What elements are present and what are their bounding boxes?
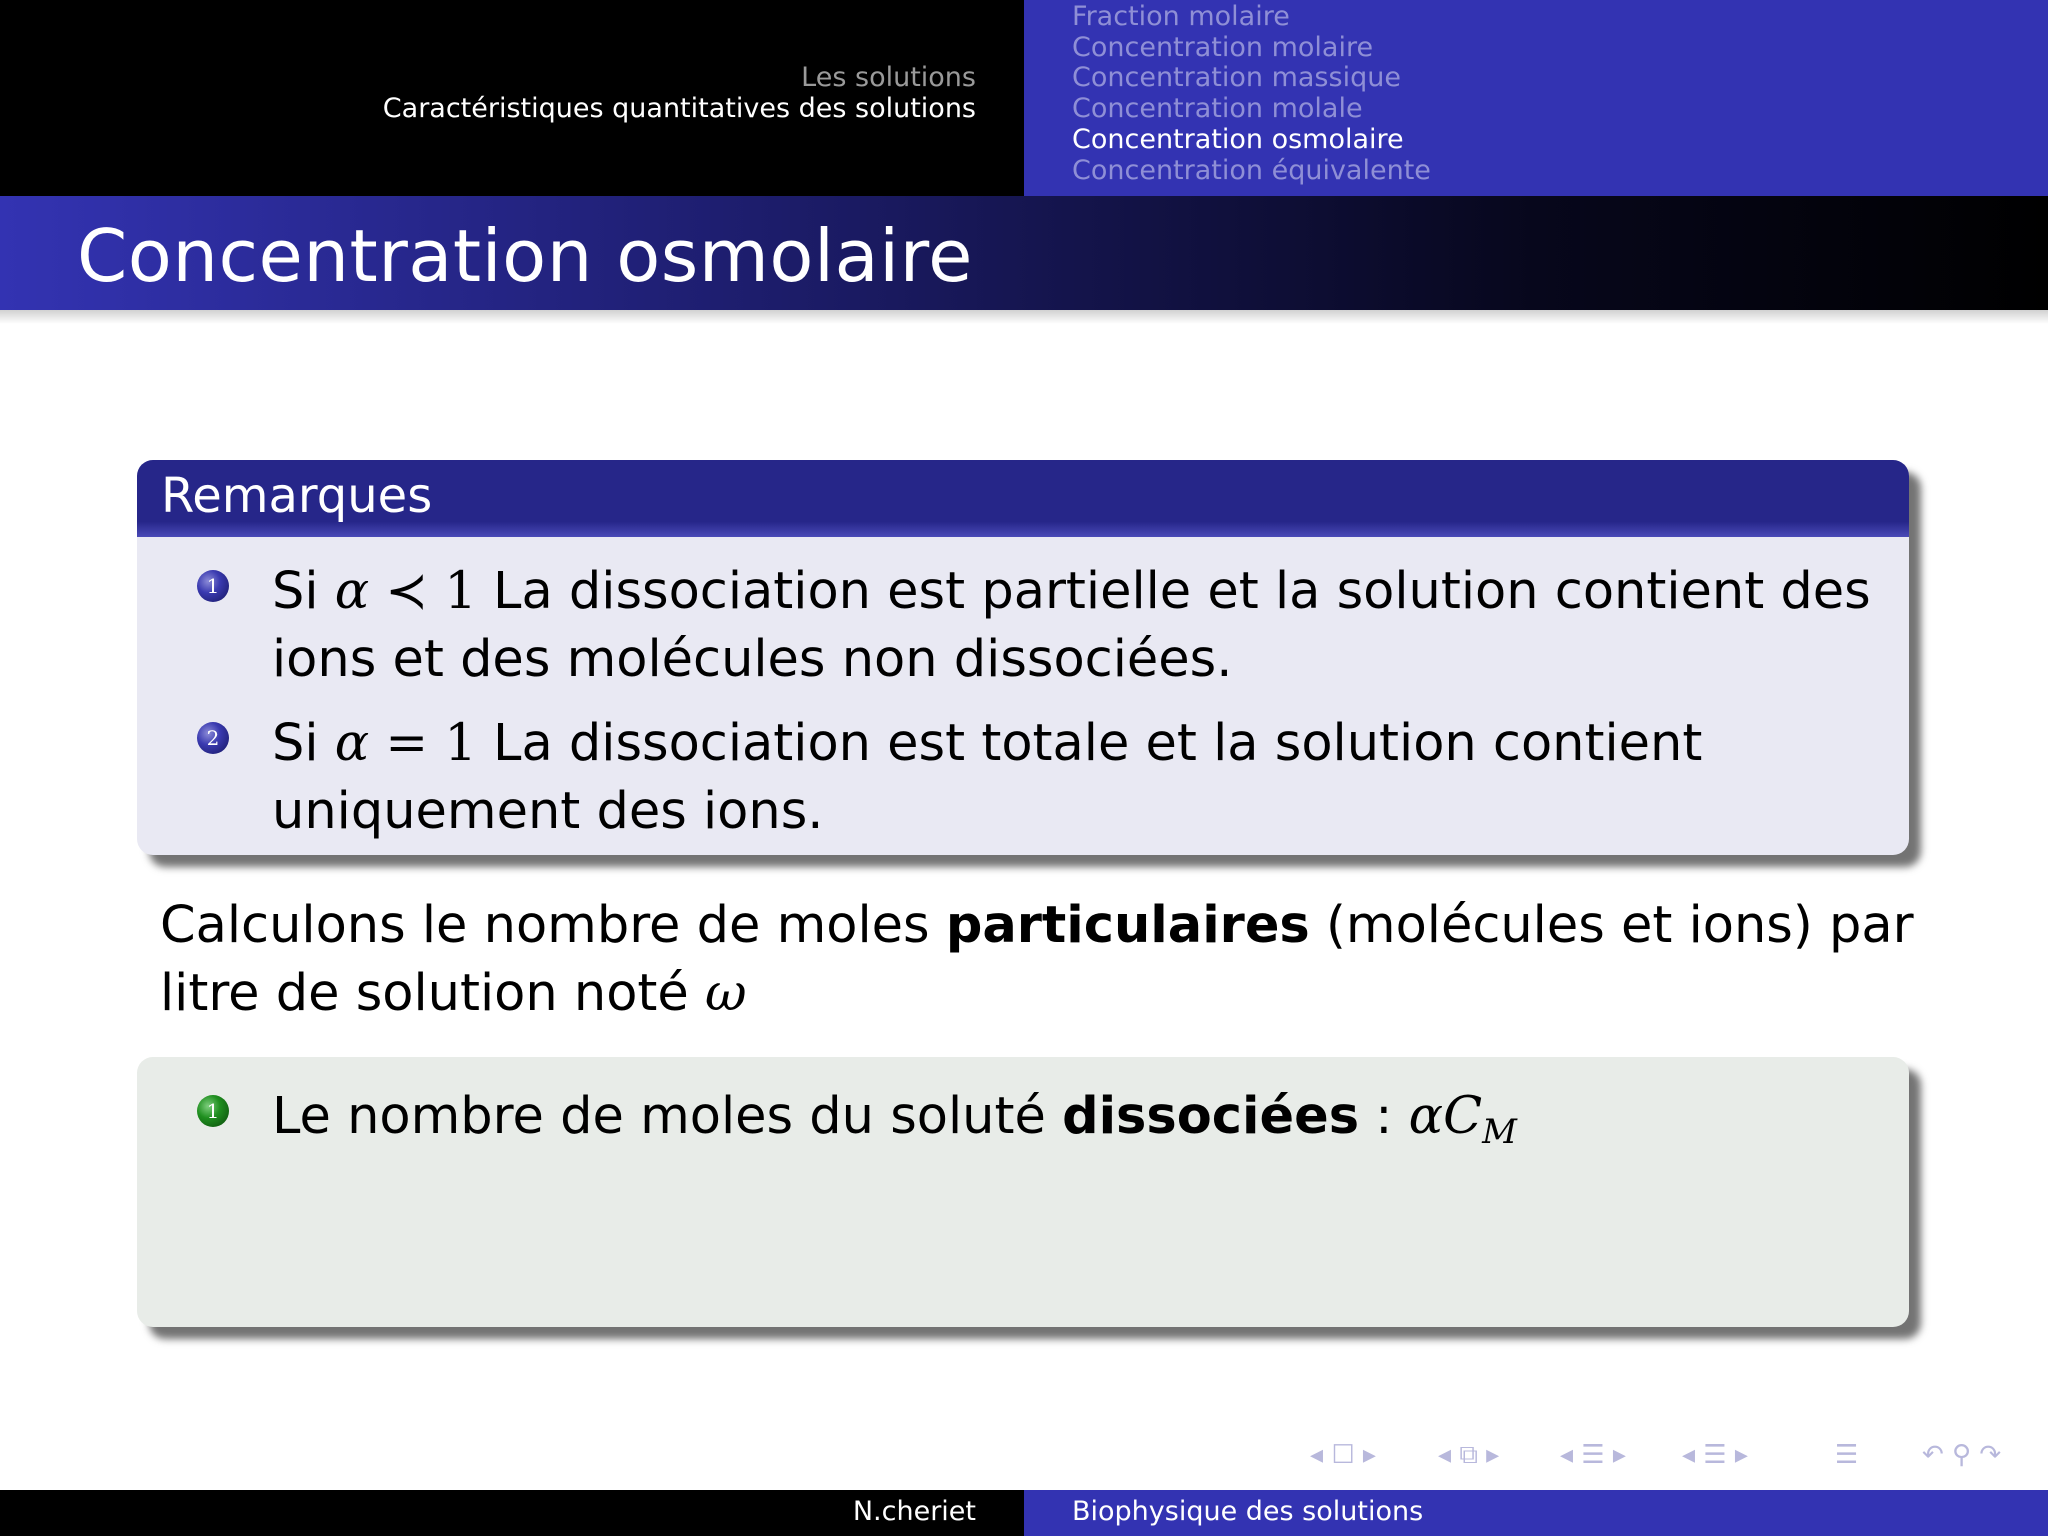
remark-prefix: Si xyxy=(272,562,335,621)
bullet-1-icon: 1 xyxy=(197,570,229,602)
nav-item-concentration-osmolaire[interactable]: Concentration osmolaire xyxy=(1072,123,1404,155)
math-relation: = 1 xyxy=(369,714,494,773)
bullet-green-1-icon: 1 xyxy=(197,1095,229,1127)
nav-section-icon[interactable]: ◂ ☰ ▸ xyxy=(1682,1440,1748,1470)
nav-item-concentration-molale[interactable]: Concentration molale xyxy=(1072,93,1363,125)
remark-text xyxy=(272,710,1892,846)
paragraph-bold: particulaires xyxy=(945,896,1310,955)
remark-text xyxy=(272,558,1892,694)
footer xyxy=(0,1490,2048,1536)
header-left xyxy=(0,0,1024,196)
nav-item-fraction-molaire[interactable]: Fraction molaire xyxy=(1072,1,1290,32)
nav-first-icon[interactable]: ◂ ☐ ▸ xyxy=(1310,1440,1376,1470)
remark-prefix: Si xyxy=(272,714,335,773)
example-text xyxy=(272,1083,1892,1166)
math-relation: ≺ 1 xyxy=(369,562,494,621)
subsection-name[interactable]: Caractéristiques quantitatives des solutions xyxy=(382,93,976,124)
example-block xyxy=(137,1057,1909,1327)
frame-title-bar xyxy=(0,196,2048,310)
math-alpha: α xyxy=(334,714,370,773)
bullet-2-icon: 2 xyxy=(197,722,229,754)
remark-body: La dissociation est totale et la solution contient uniquement des ions. xyxy=(272,714,1703,841)
subsection-nav xyxy=(1072,2,1431,186)
paragraph-text: (molécules et ions) par litre de solution noté xyxy=(160,896,1914,1023)
section-name[interactable]: Les solutions xyxy=(801,62,976,93)
nav-symbols xyxy=(1310,1440,2040,1480)
example-bold: dissociées xyxy=(1062,1087,1360,1146)
body-paragraph xyxy=(160,892,1920,1028)
footer-author: N.cheriet xyxy=(852,1496,976,1527)
math-alpha-cm: αC xyxy=(1408,1087,1483,1146)
nav-item-concentration-equivalente[interactable]: Concentration équivalente xyxy=(1072,154,1431,186)
frame-title: Concentration osmolaire xyxy=(77,214,973,298)
example-text-start: Le nombre de moles du soluté xyxy=(272,1087,1063,1146)
math-omega: ω xyxy=(705,964,747,1023)
header-right xyxy=(1024,0,2048,196)
remark-body: La dissociation est partielle et la solution contient des ions et des molécules non dissociées. xyxy=(272,562,1871,689)
nav-search-icon[interactable]: ↶ ⚲ ↷ xyxy=(1922,1440,2002,1470)
header xyxy=(0,0,2048,196)
nav-doc-icon[interactable]: ☰ xyxy=(1835,1440,1859,1470)
nav-subsection-icon[interactable]: ◂ ☰ ▸ xyxy=(1560,1440,1626,1470)
remarks-block-title: Remarques xyxy=(161,468,433,524)
nav-frame-icon[interactable]: ◂ ⧉ ▸ xyxy=(1438,1440,1500,1470)
footer-left xyxy=(0,1490,1024,1536)
remarks-block xyxy=(137,460,1909,855)
title-shadow xyxy=(0,310,2048,324)
example-separator: : xyxy=(1359,1087,1409,1146)
remarks-block-header xyxy=(137,460,1909,537)
footer-right xyxy=(1024,1490,2048,1536)
math-alpha: α xyxy=(334,562,370,621)
nav-item-concentration-massique[interactable]: Concentration massique xyxy=(1072,62,1401,94)
math-subscript: M xyxy=(1482,1112,1517,1152)
footer-title: Biophysique des solutions xyxy=(1072,1496,1424,1527)
paragraph-text: Calculons le nombre de moles xyxy=(160,896,946,955)
nav-item-concentration-molaire[interactable]: Concentration molaire xyxy=(1072,31,1374,63)
